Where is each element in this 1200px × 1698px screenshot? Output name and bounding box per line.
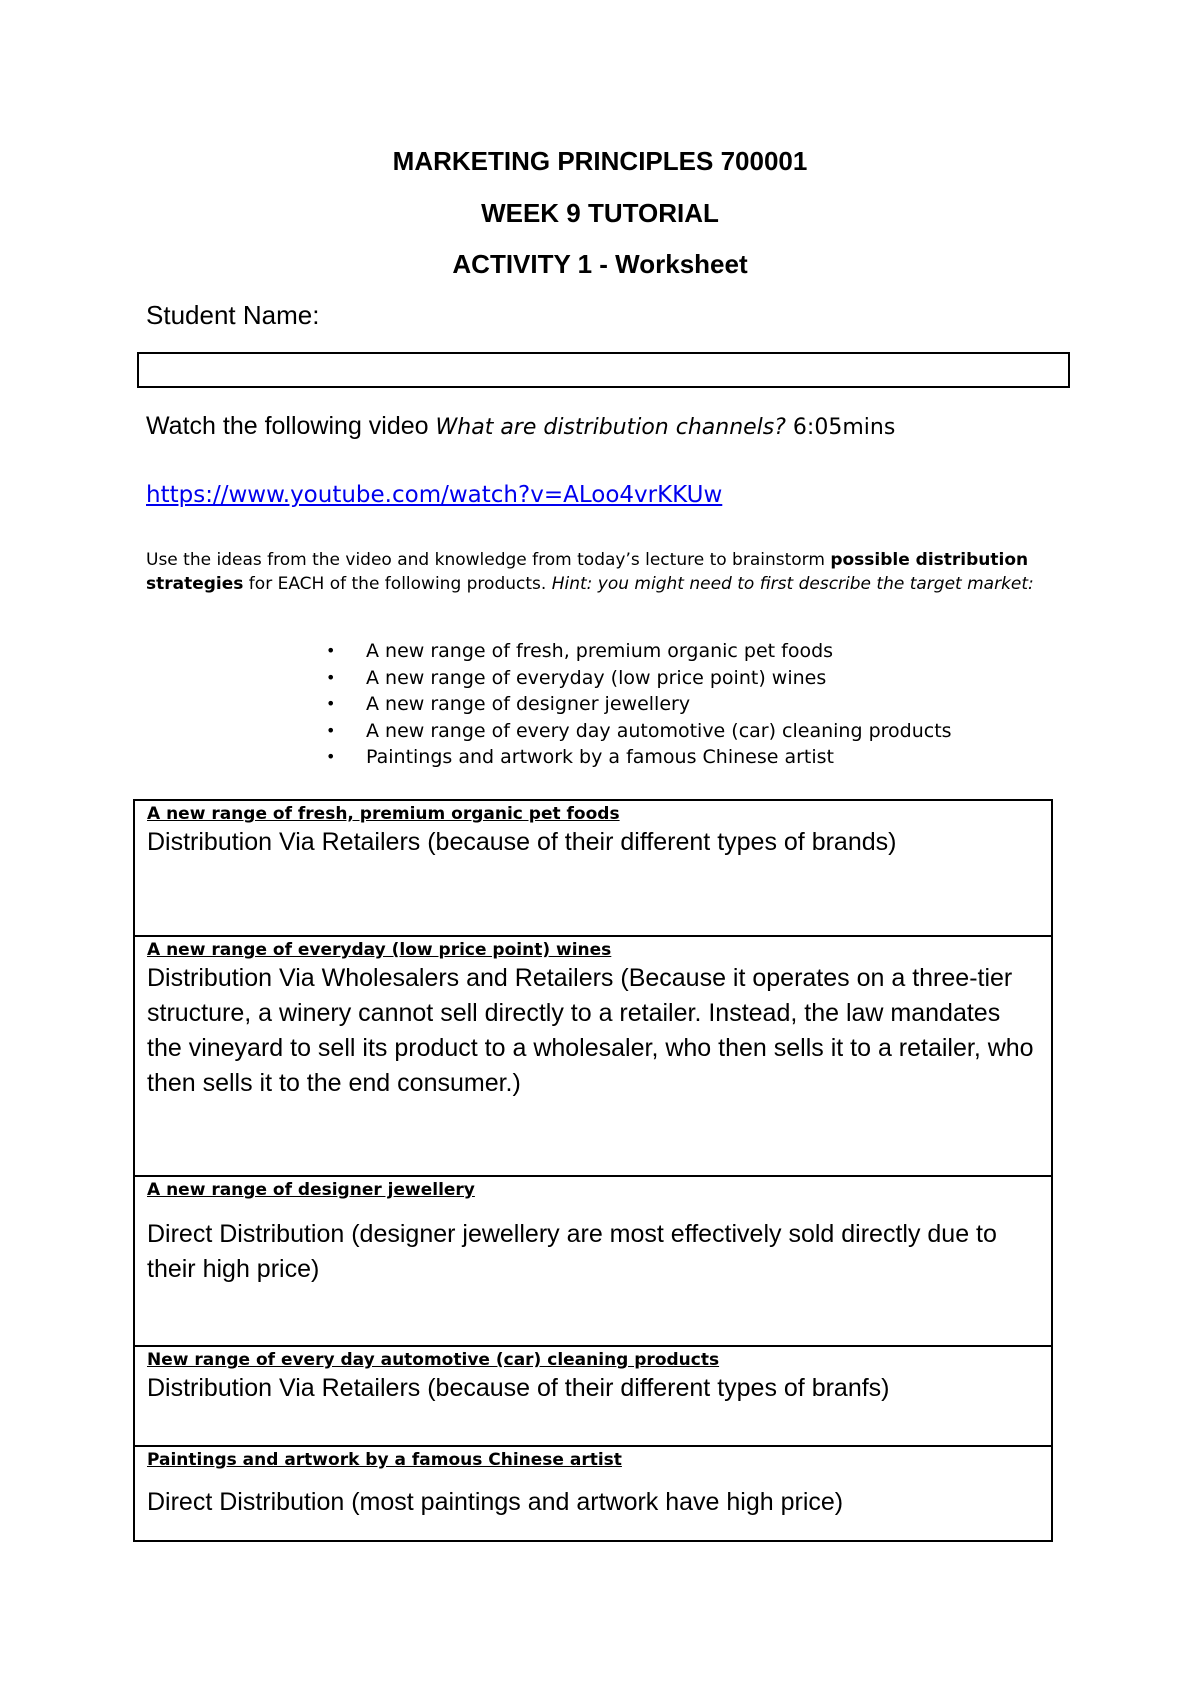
student-name-field[interactable] <box>137 352 1070 388</box>
answer-cell[interactable] <box>134 800 1052 936</box>
video-instruction <box>146 412 895 441</box>
bullet-icon: • <box>326 641 336 660</box>
answer-text: Direct Distribution (designer jewellery are most effectively sold directly due to their high price) <box>147 1220 997 1283</box>
answer-question: A new range of fresh, premium organic pet foods <box>147 804 620 824</box>
answer-cell[interactable] <box>134 936 1052 1176</box>
answer-question: New range of every day automotive (car) cleaning products <box>147 1350 720 1370</box>
activity-title: ACTIVITY 1 - Worksheet <box>452 249 748 279</box>
instructions-hint: Hint: you might need to first describe the target market: <box>551 574 1034 594</box>
answer-question: A new range of everyday (low price point) wines <box>147 940 612 960</box>
bullet-icon: • <box>326 747 336 766</box>
instructions-text-1: Use the ideas from the video and knowledge from today’s lecture to brainstorm <box>146 550 831 570</box>
list-item <box>326 744 952 771</box>
answer-cell[interactable] <box>134 1346 1052 1446</box>
answer-question: Paintings and artwork by a famous Chinese artist <box>147 1450 622 1470</box>
list-item-text: A new range of everyday (low price point) wines <box>366 666 827 689</box>
answer-cell[interactable] <box>134 1176 1052 1346</box>
answer-text: Distribution Via Wholesalers and Retailers (Because it operates on a three-tier structure, a winery cannot sell directly to a retailer. Instead, the law mandates the vineyard to sell its product to a wholesaler, who then sells it to a retailer, who then sells it to the end consumer.) <box>147 964 1034 1097</box>
table-row <box>134 800 1052 936</box>
list-item-text: A new range of every day automotive (car) cleaning products <box>366 719 952 742</box>
list-item-text: Paintings and artwork by a famous Chinese artist <box>366 746 834 768</box>
list-item-text: A new range of fresh, premium organic pet foods <box>366 640 834 662</box>
video-duration: 6:05mins <box>785 415 896 440</box>
list-item-text: A new range of designer jewellery <box>366 693 691 715</box>
list-item <box>326 638 952 665</box>
answers-table <box>133 799 1053 1542</box>
video-intro: Watch the following video <box>146 412 436 440</box>
answer-text: Distribution Via Retailers (because of their different types of brands) <box>147 828 897 856</box>
product-list <box>326 638 952 771</box>
bullet-icon: • <box>326 720 336 740</box>
instructions-text-2: for EACH of the following products. <box>243 574 552 594</box>
video-link[interactable]: https://www.youtube.com/watch?v=ALoo4vrKKUw <box>146 482 723 508</box>
list-item <box>326 665 952 692</box>
table-row <box>134 1446 1052 1541</box>
instructions-emphasis: possible distribution strategies <box>146 550 1029 594</box>
answer-cell[interactable] <box>134 1446 1052 1541</box>
answer-question: A new range of designer jewellery <box>147 1180 475 1200</box>
list-item <box>326 718 952 745</box>
table-row <box>134 1346 1052 1446</box>
answer-text: Direct Distribution (most paintings and artwork have high price) <box>147 1488 844 1516</box>
bullet-icon: • <box>326 667 336 687</box>
video-title: What are distribution channels? <box>435 415 786 440</box>
instructions-paragraph <box>146 548 1076 596</box>
table-row <box>134 936 1052 1176</box>
answer-text: Distribution Via Retailers (because of their different types of branfs) <box>147 1374 890 1402</box>
course-title: MARKETING PRINCIPLES 700001 <box>392 146 808 176</box>
week-title: WEEK 9 TUTORIAL <box>481 198 719 228</box>
bullet-icon: • <box>326 694 336 713</box>
list-item <box>326 691 952 718</box>
table-row <box>134 1176 1052 1346</box>
student-name-label: Student Name: <box>146 300 320 330</box>
